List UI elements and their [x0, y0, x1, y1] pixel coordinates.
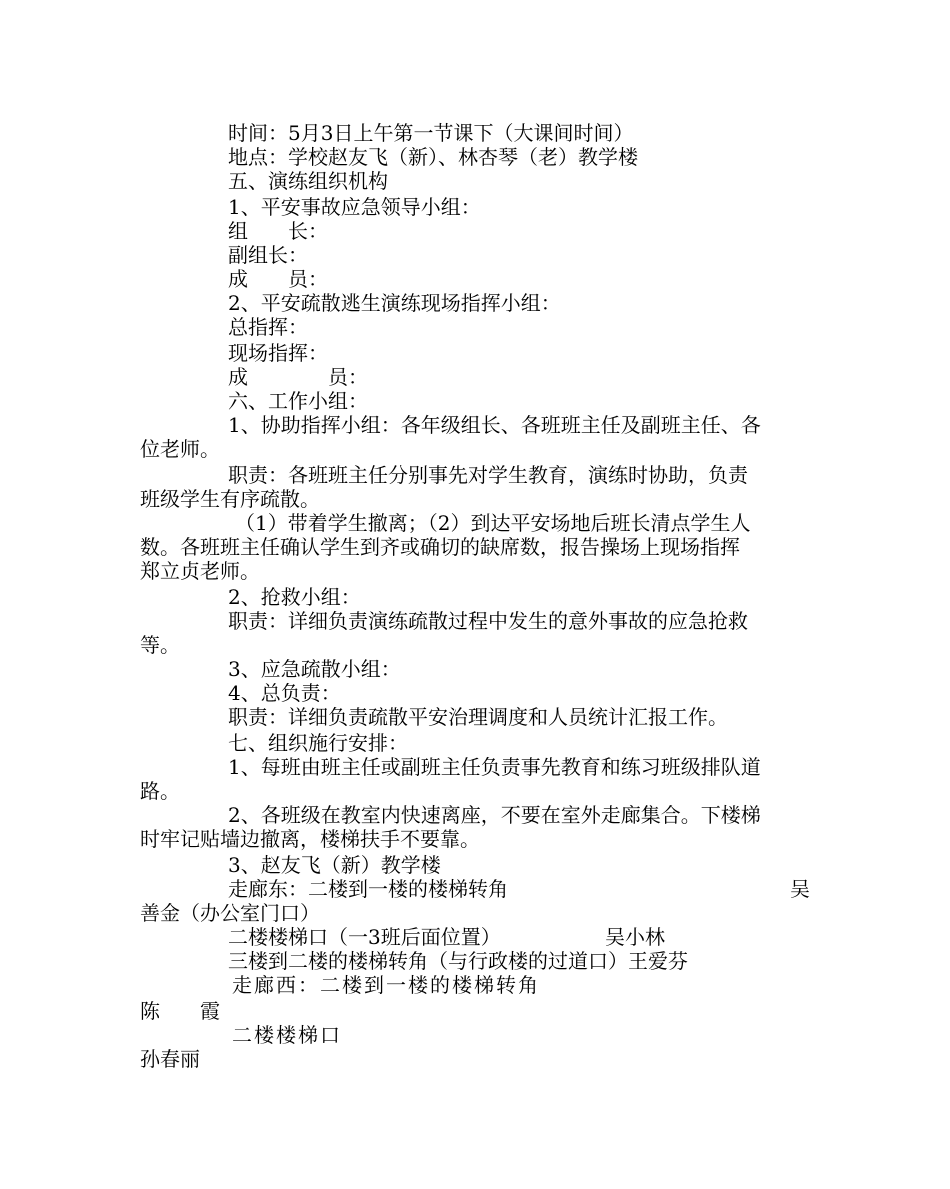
text-line: 地点：学校赵友飞（新）、林杏琴（老）教学楼	[228, 145, 638, 169]
text-line: 总指挥：	[228, 315, 308, 339]
text-line: 时间：5月3日上午第一节课下（大课间时间）	[228, 121, 634, 145]
text-line: 三楼到二楼的楼梯转角（与行政楼的过道口）王爱芬	[228, 949, 688, 973]
text-line: 现场指挥：	[228, 341, 328, 365]
text-line: 位老师。	[140, 437, 220, 461]
assigned-person: 孙春丽	[140, 1047, 200, 1071]
section-heading: 五、演练组织机构	[228, 169, 388, 193]
text-line: 职责：详细负责疏散平安治理调度和人员统计汇报工作。	[228, 705, 728, 729]
text-line: 2、各班级在教室内快速离座，不要在室外走廊集合。下楼梯	[228, 803, 761, 827]
text-line: 善金（办公室门口）	[140, 901, 320, 925]
text-line: 成 员：	[228, 267, 328, 291]
text-line: 职责：详细负责演练疏散过程中发生的意外事故的应急抢救	[228, 609, 748, 633]
text-line: 郑立贞老师。	[140, 559, 260, 583]
text-line: （1）带着学生撤离；（2）到达平安场地后班长清点学生人	[235, 511, 751, 535]
text-line: 数。各班班主任确认学生到齐或确切的缺席数，报告操场上现场指挥	[140, 535, 740, 559]
text-line: 走廊西：二楼到一楼的楼梯转角	[232, 973, 540, 997]
text-line: 组 长：	[228, 219, 328, 243]
text-line: 3、赵友飞（新）教学楼	[228, 853, 441, 877]
assigned-person: 陈 霞	[140, 999, 220, 1023]
text-line: 2、抢救小组：	[228, 585, 361, 609]
text-line: 成 员：	[228, 365, 368, 389]
text-line: 1、平安事故应急领导小组：	[228, 195, 481, 219]
text-line: 走廊东：二楼到一楼的楼梯转角	[228, 877, 508, 901]
section-heading: 六、工作小组：	[228, 389, 368, 413]
text-line: 1、协助指挥小组：各年级组长、各班班主任及副班主任、各	[228, 413, 761, 437]
section-heading: 七、组织施行安排：	[228, 731, 408, 755]
text-line: 等。	[140, 633, 180, 657]
text-line: 4、总负责：	[228, 681, 341, 705]
text-line: 二楼楼梯口	[232, 1023, 342, 1047]
text-line: 时牢记贴墙边撤离，楼梯扶手不要靠。	[140, 827, 480, 851]
assigned-person: 吴小林	[605, 925, 665, 949]
text-line: 3、应急疏散小组：	[228, 657, 401, 681]
name-fragment: 吴	[790, 877, 810, 901]
text-line: 2、平安疏散逃生演练现场指挥小组：	[228, 291, 561, 315]
text-line: 路。	[140, 779, 180, 803]
text-line: 副组长：	[228, 243, 308, 267]
text-line: 班级学生有序疏散。	[140, 487, 320, 511]
text-line: 职责：各班班主任分别事先对学生教育，演练时协助，负责	[228, 463, 748, 487]
text-line: 1、每班由班主任或副班主任负责事先教育和练习班级排队道	[228, 755, 761, 779]
text-line: 二楼楼梯口（一3班后面位置）	[228, 925, 501, 949]
